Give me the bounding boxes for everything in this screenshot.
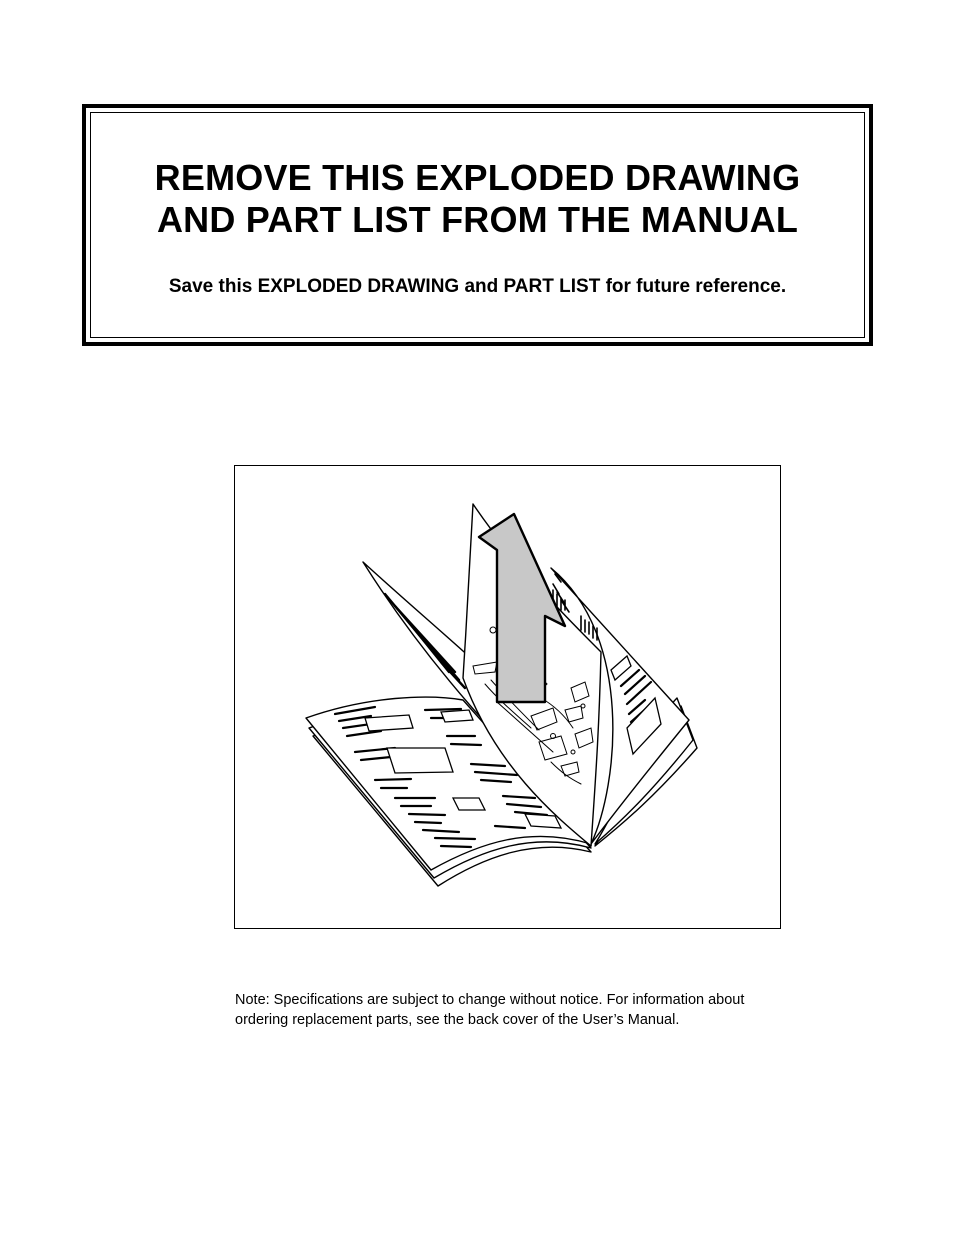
manual-with-page-removed-icon	[235, 466, 780, 928]
notice-banner-inner-frame	[90, 112, 865, 338]
specifications-note	[235, 990, 795, 1030]
banner-title	[91, 157, 864, 241]
banner-subtitle: Save this EXPLODED DRAWING and PART LIST for future reference.	[168, 276, 787, 297]
note-line-2: ordering replacement parts, see the back cover of the User’s Manual.	[235, 1012, 680, 1028]
banner-title-line-1: REMOVE THIS EXPLODED DRAWING	[154, 157, 801, 198]
banner-title-line-2: AND PART LIST FROM THE MANUAL	[156, 199, 799, 240]
illustration-frame	[234, 465, 781, 929]
note-line-1: Note: Specifications are subject to change without notice. For information about	[235, 992, 745, 1008]
notice-banner	[82, 104, 873, 346]
